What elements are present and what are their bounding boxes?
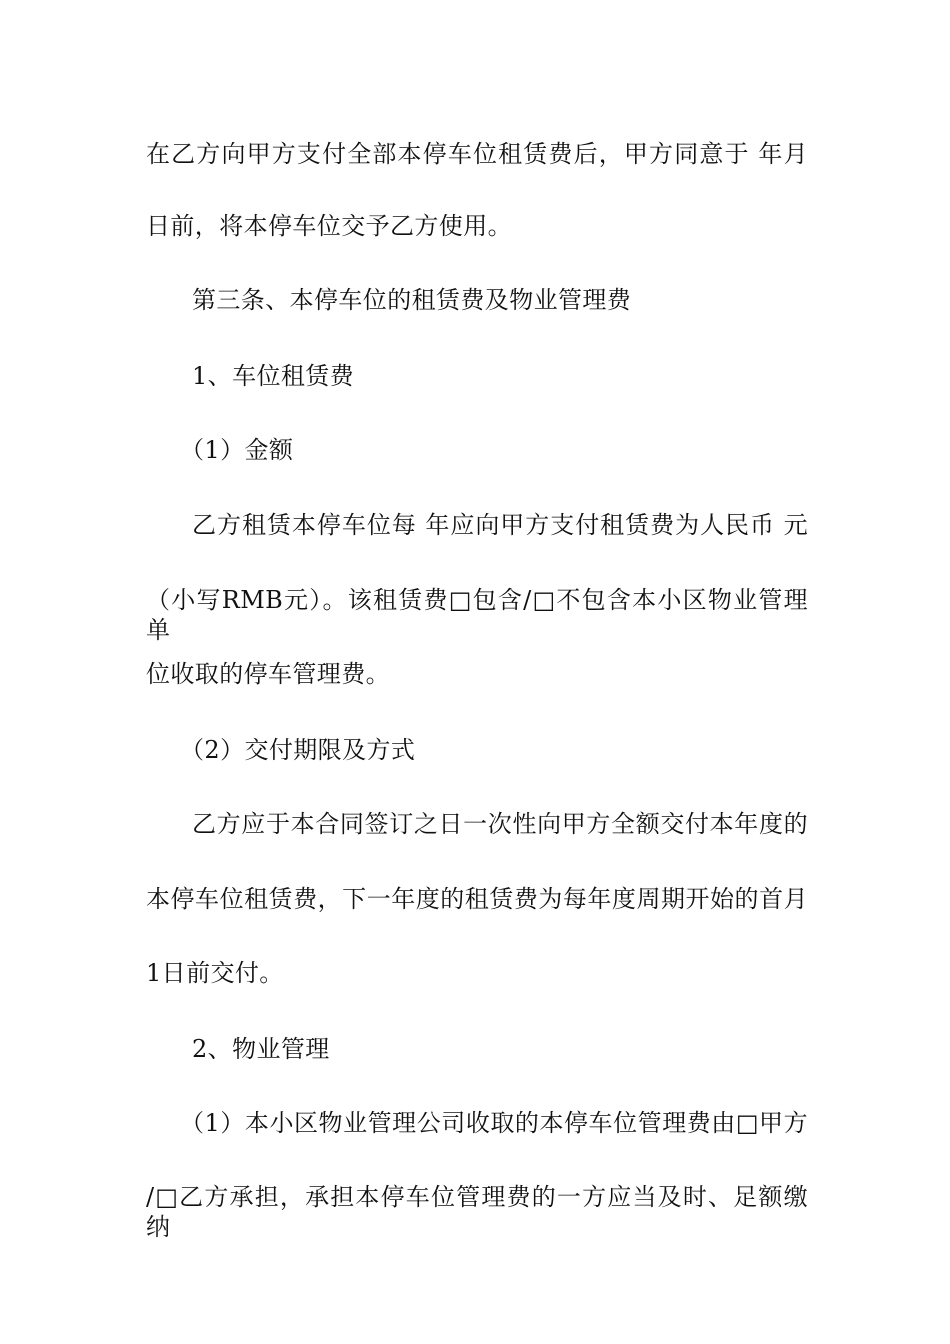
- subsection-heading: （2）交付期限及方式: [180, 736, 416, 764]
- subsection-heading: （1）金额: [180, 436, 294, 464]
- text-line: 乙方租赁本停车位每 年应向甲方支付租赁费为人民币 元: [192, 511, 808, 539]
- text-line: 1日前交付。: [146, 959, 284, 987]
- section-heading: 2、物业管理: [192, 1035, 330, 1063]
- text-line: 乙方应于本合同签订之日一次性向甲方全额交付本年度的: [192, 810, 808, 838]
- text-line: /□乙方承担，承担本停车位管理费的一方应当及时、足额缴纳: [146, 1183, 808, 1241]
- text-line: 日前，将本停车位交予乙方使用。: [146, 212, 512, 240]
- text-line: 位收取的停车管理费。: [146, 660, 390, 688]
- text-line: （1）本小区物业管理公司收取的本停车位管理费由□甲方: [180, 1109, 808, 1137]
- section-heading: 1、车位租赁费: [192, 362, 355, 390]
- text-line: （小写RMB元）。该租赁费□包含/□不包含本小区物业管理单: [146, 586, 808, 644]
- article-heading: 第三条、本停车位的租赁费及物业管理费: [192, 286, 632, 314]
- text-line: 在乙方向甲方支付全部本停车位租赁费后，甲方同意于 年月: [146, 140, 808, 168]
- text-line: 本停车位租赁费，下一年度的租赁费为每年度周期开始的首月: [146, 885, 808, 913]
